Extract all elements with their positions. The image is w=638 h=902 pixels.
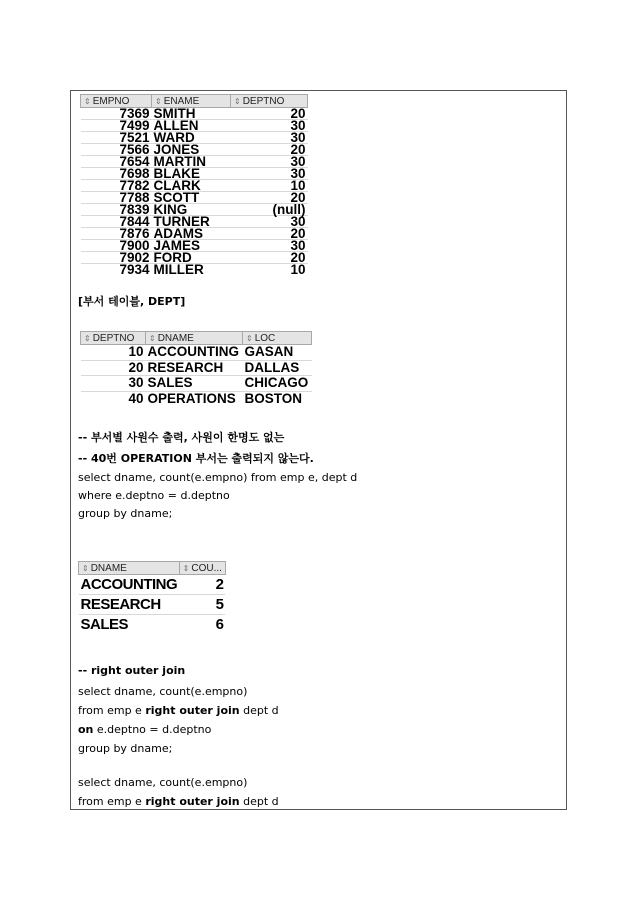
emp-row-cell: SCOTT <box>152 192 231 204</box>
query2-line-3-keyword: on <box>78 723 94 736</box>
emp-row-cell: (null) <box>231 204 308 216</box>
dept-header-loc[interactable]: ⇕ LOC <box>243 332 312 345</box>
emp-row[interactable] <box>81 240 308 252</box>
query1-line-1: select dname, count(e.empno) from emp e, dept d <box>78 471 358 484</box>
result-row-cell: RESEARCH <box>79 595 180 615</box>
emp-row-cell: 7788 <box>81 192 152 204</box>
sort-icon: ⇕ <box>149 333 156 343</box>
dept-row[interactable] <box>81 345 312 361</box>
emp-row-cell: 30 <box>231 132 308 144</box>
emp-row-cell: 7934 <box>81 264 152 276</box>
emp-row-cell: 30 <box>231 216 308 228</box>
query2-line-2-post: dept d <box>239 704 279 717</box>
query3-line-2-post: dept d <box>239 795 279 808</box>
emp-row-cell: 7876 <box>81 228 152 240</box>
emp-row-cell: 7521 <box>81 132 152 144</box>
query2-line-3 <box>78 723 211 737</box>
result-row-cell: ACCOUNTING <box>80 576 178 593</box>
sort-icon: ⇕ <box>182 563 190 573</box>
query2-line-2 <box>78 704 279 718</box>
emp-row[interactable] <box>81 264 308 276</box>
emp-row-cell: 10 <box>231 180 308 192</box>
emp-row-cell: CLARK <box>152 180 231 192</box>
emp-row-cell: JAMES <box>152 240 231 252</box>
result-header-count[interactable]: ⇕ COU... <box>179 562 225 575</box>
dept-row[interactable] <box>81 391 312 406</box>
result-table <box>78 561 226 634</box>
emp-row-cell: 7654 <box>81 156 152 168</box>
query2-line-3-post: e.deptno = d.deptno <box>93 723 212 736</box>
dept-row-cell: DALLAS <box>243 360 312 376</box>
emp-header-deptno[interactable]: ⇕ DEPTNO <box>231 95 308 108</box>
dept-row[interactable] <box>81 376 312 392</box>
dept-row-cell: 30 <box>81 376 146 392</box>
emp-row-cell: ALLEN <box>152 120 231 132</box>
result-row-cell: 2 <box>179 575 225 595</box>
query3-line-2-keyword: right outer join <box>145 795 240 808</box>
dept-row-cell: 10 <box>81 345 146 361</box>
query3-line-1: select dname, count(e.empno) <box>78 776 248 789</box>
comment-line-2: -- 40번 OPERATION 부서는 출력되지 않는다. <box>78 452 314 465</box>
emp-table <box>80 94 308 275</box>
emp-header-ename[interactable]: ⇕ ENAME <box>152 95 231 108</box>
emp-row-cell: SMITH <box>152 108 231 120</box>
result-header-dname[interactable]: ⇕ DNAME <box>79 562 180 575</box>
sort-icon: ⇕ <box>246 333 253 343</box>
emp-row-cell: 20 <box>231 252 308 264</box>
dept-row-cell: OPERATIONS <box>146 391 243 406</box>
emp-row-cell: MILLER <box>152 264 231 276</box>
emp-row-cell: MARTIN <box>152 156 231 168</box>
emp-row-cell: 20 <box>231 108 308 120</box>
result-row[interactable] <box>79 595 226 615</box>
emp-row-cell: 7902 <box>81 252 152 264</box>
emp-row-cell: 7698 <box>81 168 152 180</box>
sort-icon: ⇕ <box>82 563 89 573</box>
emp-row-cell: 20 <box>231 144 308 156</box>
emp-row-cell: 30 <box>231 240 308 252</box>
query2-line-1: select dname, count(e.empno) <box>78 685 248 698</box>
dept-row-cell: SALES <box>146 376 243 392</box>
emp-row-cell: 7844 <box>81 216 152 228</box>
query3-line-2 <box>78 795 279 809</box>
emp-row-cell: FORD <box>152 252 231 264</box>
emp-row-cell: 7900 <box>81 240 152 252</box>
dept-header-dname[interactable]: ⇕ DNAME <box>146 332 243 345</box>
comment-line-3: -- right outer join <box>78 664 186 677</box>
dept-header-deptno[interactable]: ⇕ DEPTNO <box>81 332 146 345</box>
sort-icon: ⇕ <box>84 96 91 106</box>
query2-line-2-keyword: right outer join <box>145 704 240 717</box>
emp-row-cell: 30 <box>231 120 308 132</box>
dept-row-cell: RESEARCH <box>146 360 243 376</box>
result-row[interactable] <box>79 575 226 595</box>
emp-row-cell: WARD <box>152 132 231 144</box>
dept-table <box>80 331 312 406</box>
dept-row-cell: GASAN <box>243 345 312 361</box>
emp-row-cell: 7499 <box>81 120 152 132</box>
query1-line-3: group by dname; <box>78 507 173 520</box>
emp-row-cell: 20 <box>231 228 308 240</box>
result-row-cell: 5 <box>179 595 225 615</box>
emp-row-cell: 10 <box>231 264 308 276</box>
dept-row-cell: CHICAGO <box>243 376 312 392</box>
dept-row-cell: BOSTON <box>243 391 312 406</box>
emp-row-cell: 7369 <box>81 108 152 120</box>
query3-line-2-pre: from emp e <box>78 795 146 808</box>
emp-row-cell: BLAKE <box>152 168 231 180</box>
query2-line-2-pre: from emp e <box>78 704 146 717</box>
dept-row-cell: ACCOUNTING <box>146 345 243 361</box>
sort-icon: ⇕ <box>234 96 241 106</box>
emp-row-cell: ADAMS <box>152 228 231 240</box>
dept-row-cell: 40 <box>81 391 146 406</box>
sort-icon: ⇕ <box>84 333 91 343</box>
emp-row-cell: 30 <box>231 168 308 180</box>
query2-line-4: group by dname; <box>78 742 173 755</box>
result-row-cell: SALES <box>79 615 180 635</box>
result-row[interactable] <box>79 615 226 635</box>
emp-row-cell: 30 <box>231 156 308 168</box>
query1-line-2: where e.deptno = d.deptno <box>78 489 230 502</box>
emp-row-cell: JONES <box>152 144 231 156</box>
emp-row-cell: 7839 <box>81 204 152 216</box>
dept-row-cell: 20 <box>81 360 146 376</box>
emp-row-cell: TURNER <box>152 216 231 228</box>
emp-row-cell: 7782 <box>81 180 152 192</box>
comment-line-1: -- 부서별 사원수 출력, 사원이 한명도 없는 <box>78 431 285 444</box>
result-row-cell: 6 <box>179 615 225 635</box>
document-frame <box>70 90 567 810</box>
emp-row-cell: KING <box>152 204 231 216</box>
emp-row-cell: 20 <box>231 192 308 204</box>
emp-header-empno[interactable]: ⇕ EMPNO <box>81 95 152 108</box>
emp-row-cell: 7566 <box>81 144 152 156</box>
dept-caption: [부서 테이블, DEPT] <box>78 295 186 308</box>
sort-icon: ⇕ <box>155 96 162 106</box>
dept-row[interactable] <box>81 360 312 376</box>
